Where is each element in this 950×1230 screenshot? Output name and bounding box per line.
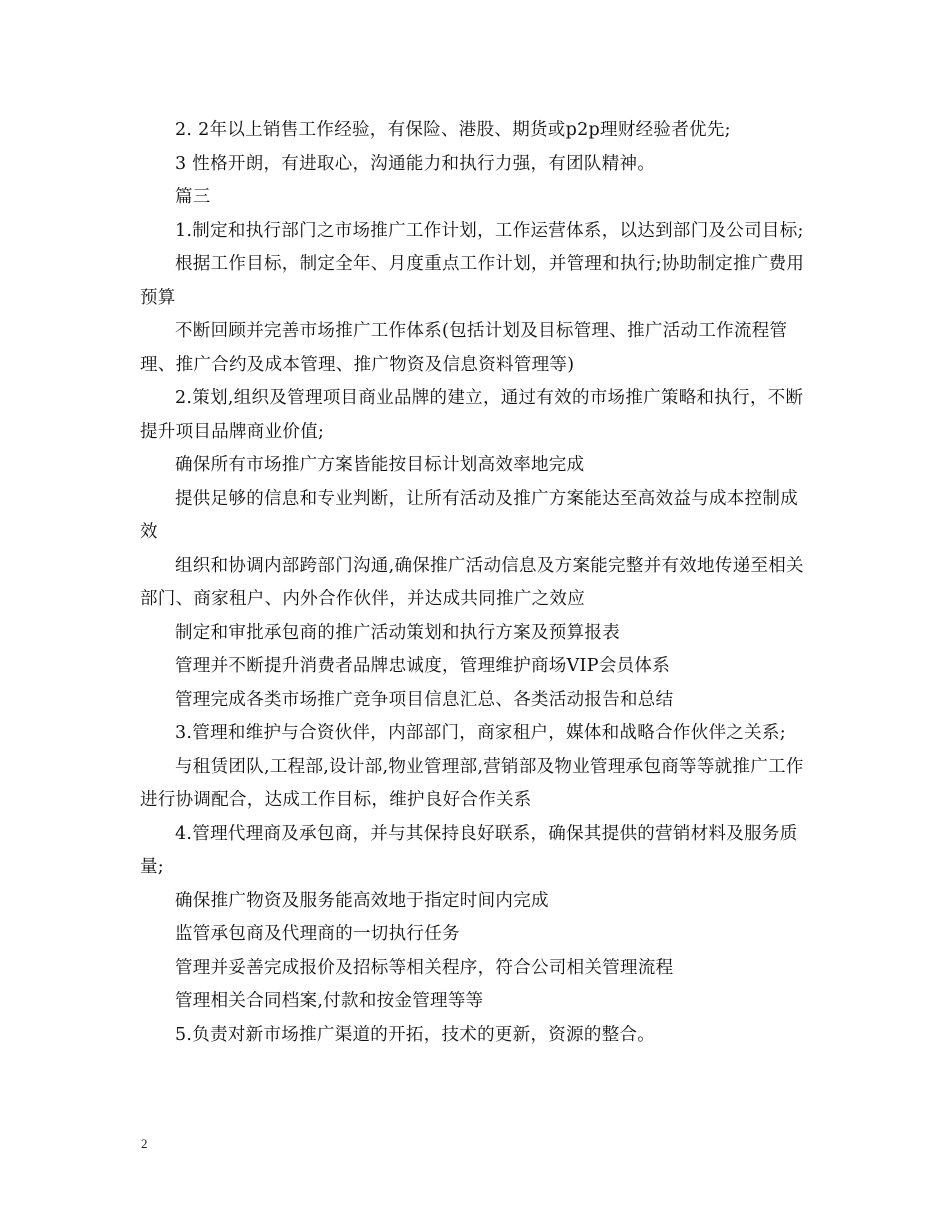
paragraph-5: 根据工作目标，制定全年、月度重点工作计划，并管理和执行;协助制定推广费用预算 [140,254,805,308]
paragraph-20: 管理相关合同档案,付款和按金管理等等 [175,991,484,1011]
paragraph-15: 与租赁团队,工程部,设计部,物业管理部,营销部及物业管理承包商等等就推广工作进行协调配合，达成工作目标，维护良好合作关系 [140,756,804,810]
paragraph-12: 管理并不断提升消费者品牌忠诚度，管理维护商场VIP会员体系 [175,656,671,676]
paragraph-7: 2.策划,组织及管理项目商业品牌的建立，通过有效的市场推广策略和执行，不断提升项目品牌商业价值; [140,388,804,442]
paragraph-17: 确保推广物资及服务能高效地于指定时间内完成 [175,890,549,911]
paragraph-6: 不断回顾并完善市场推广工作体系(包括计划及目标管理、推广活动工作流程管理、推广合约及成本管理、推广物资及信息资料管理等) [140,321,788,375]
section-heading: 篇三 [175,187,211,207]
paragraph-1: 2. 2年以上销售工作经验，有保险、港股、期货或p2p理财经验者优先; [175,120,731,140]
paragraph-11: 制定和审批承包商的推广活动策划和执行方案及预算报表 [175,622,620,643]
page-number: 2 [141,1136,148,1151]
paragraph-13: 管理完成各类市场推广竞争项目信息汇总、各类活动报告和总结 [175,689,674,710]
paragraph-14: 3.管理和维护与合资伙伴，内部部门，商家租户，媒体和战略合作伙伴之关系; [175,723,786,743]
paragraph-10: 组织和协调内部跨部门沟通,确保推广活动信息及方案能完整并有效地传递至相关部门、商家租户、内外合作伙伴，并达成共同推广之效应 [140,555,804,609]
paragraph-4: 1.制定和执行部门之市场推广工作计划，工作运营体系，以达到部门及公司目标; [175,220,804,241]
document-body [140,114,815,1052]
paragraph-21: 5.负责对新市场推广渠道的开拓，技术的更新，资源的整合。 [175,1024,656,1045]
paragraph-8: 确保所有市场推广方案皆能按目标计划高效率地完成 [175,455,585,475]
paragraph-9: 提供足够的信息和专业判断，让所有活动及推广方案能达至高效益与成本控制成效 [140,488,798,542]
paragraph-16: 4.管理代理商及承包商，并与其保持良好联系，确保其提供的营销材料及服务质量; [140,823,798,877]
paragraph-18: 监管承包商及代理商的一切执行任务 [175,924,460,944]
paragraph-2: 3 性格开朗，有进取心，沟通能力和执行力强，有团队精神。 [175,153,656,174]
paragraph-19: 管理并妥善完成报价及招标等相关程序，符合公司相关管理流程 [175,957,674,978]
